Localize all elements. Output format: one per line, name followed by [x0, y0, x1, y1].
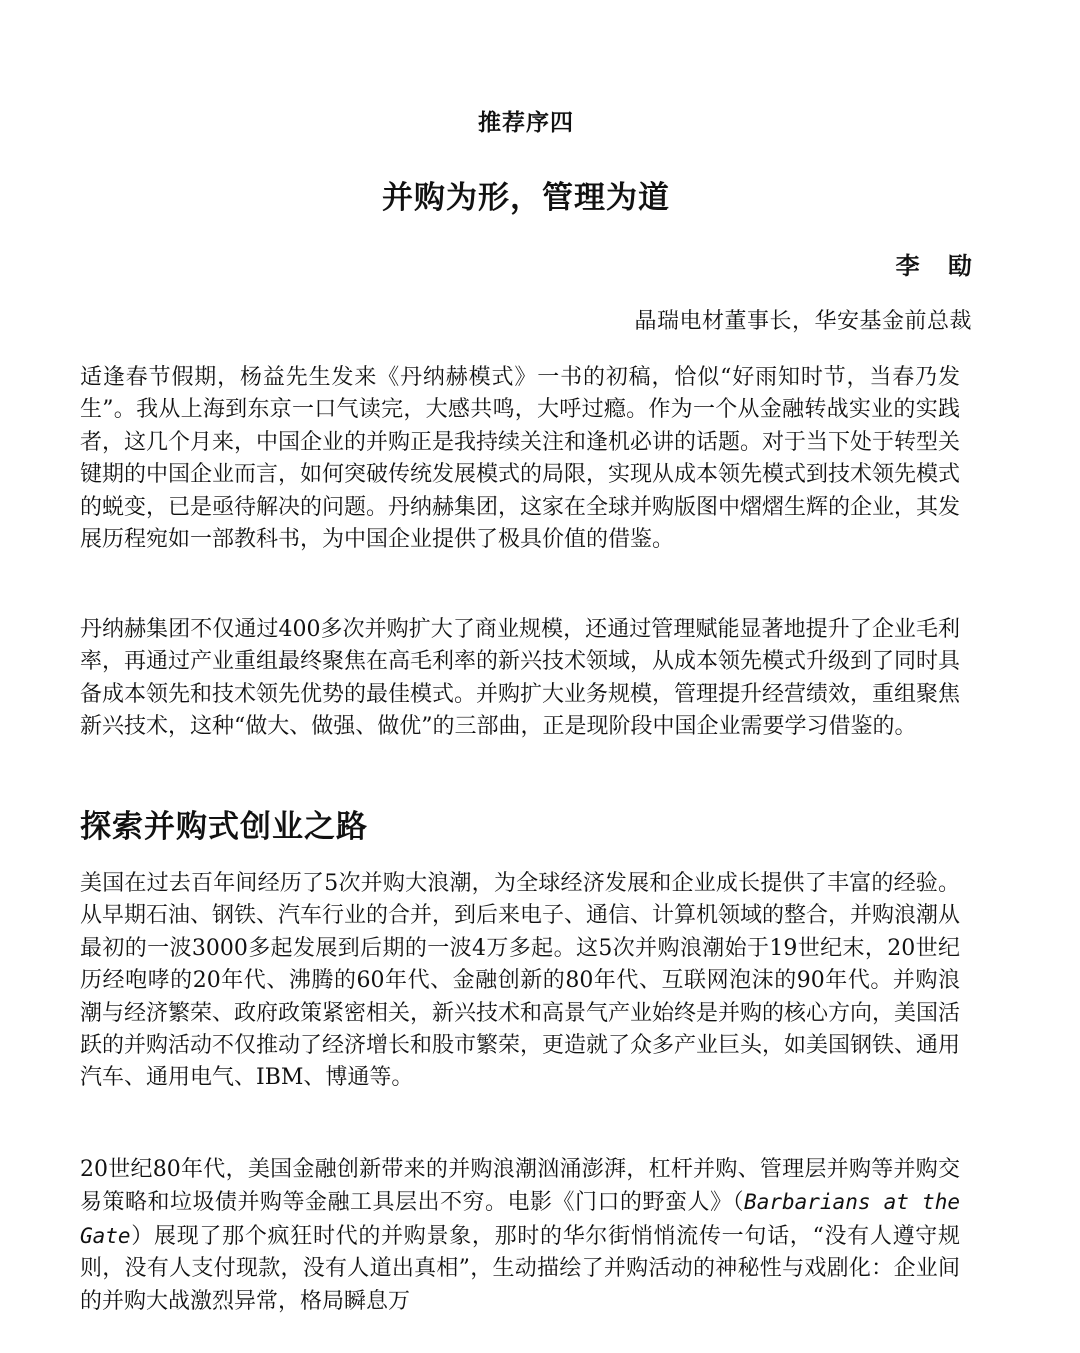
author-name: 李 劻: [895, 251, 982, 280]
paragraph-3: 美国在过去百年间经历了5次并购大浪潮，为全球经济发展和企业成长提供了丰富的经验。从早期石油、钢铁、汽车行业的合并，到后来电子、通信、计算机领域的整合，并购浪潮从最初的一波3000多起发展到后期的一波4万多起。这5次并购浪潮始于19世纪末，20世纪历经咆哮的20年代、沸腾的60年代、金融创新的80年代、互联网泡沫的90年代。并购浪潮与经济繁荣、政府政策紧密相关，新兴技术和高景气产业始终是并购的核心方向，美国活跃的并购活动不仅推动了经济增长和股市繁荣，更造就了众多产业巨头，如美国钢铁、通用汽车、通用电气、IBM、博通等。: [80, 871, 961, 1091]
paragraph-1: 适逢春节假期，杨益先生发来《丹纳赫模式》一书的初稿，恰似“好雨知时节，当春乃发生”。我从上海到东京一口气读完，大感共鸣，大呼过瘾。作为一个从金融转战实业的实践者，这几个月来，中国企业的并购正是我持续关注和逢机必讲的话题。对于当下处于转型关键期的中国企业而言，如何突破传统发展模式的局限，实现从成本领先模式到技术领先模式的蜕变，已是亟待解决的问题。丹纳赫集团，这家在全球并购版图中熠熠生辉的企业，其发展历程宛如一部教科书，为中国企业提供了极具价值的借鉴。: [80, 365, 961, 553]
page-title: 并购为形，管理为道: [382, 180, 670, 216]
paragraph-4-text-start: 20世纪80年代，美国金融创新带来的并购浪潮汹涌澎湃，杠杆并购、管理层并购等并购交易策略和垃圾债并购等金融工具层出不穷。电影《门口的野蛮人》（: [80, 1157, 960, 1216]
paragraph-4: [80, 1154, 960, 1318]
paragraph-4-text-end: ）展现了那个疯狂时代的并购景象，那时的华尔街悄悄流传一句话，“没有人遵守规则，没有人支付现款，没有人道出真相”，生动描绘了并购活动的神秘性与戏剧化：企业间的并购大战激烈异常，格局瞬息万: [80, 1223, 960, 1314]
paragraph-2: 丹纳赫集团不仅通过400多次并购扩大了商业规模，还通过管理赋能显著地提升了企业毛利率，再通过产业重组最终聚焦在高毛利率的新兴技术领域，从成本领先模式升级到了同时具备成本领先和技术领先优势的最佳模式。并购扩大业务规模，管理提升经营绩效，重组聚焦新兴技术，这种“做大、做强、做优”的三部曲，正是现阶段中国企业需要学习借鉴的。: [80, 617, 961, 740]
film-title-english: Barbarians at the Gate: [80, 1190, 960, 1248]
section-heading: 探索并购式创业之路: [80, 809, 368, 845]
author-affiliation: 晶瑞电材董事长，华安基金前总裁: [634, 309, 972, 334]
preface-label: 推荐序四: [478, 109, 574, 136]
